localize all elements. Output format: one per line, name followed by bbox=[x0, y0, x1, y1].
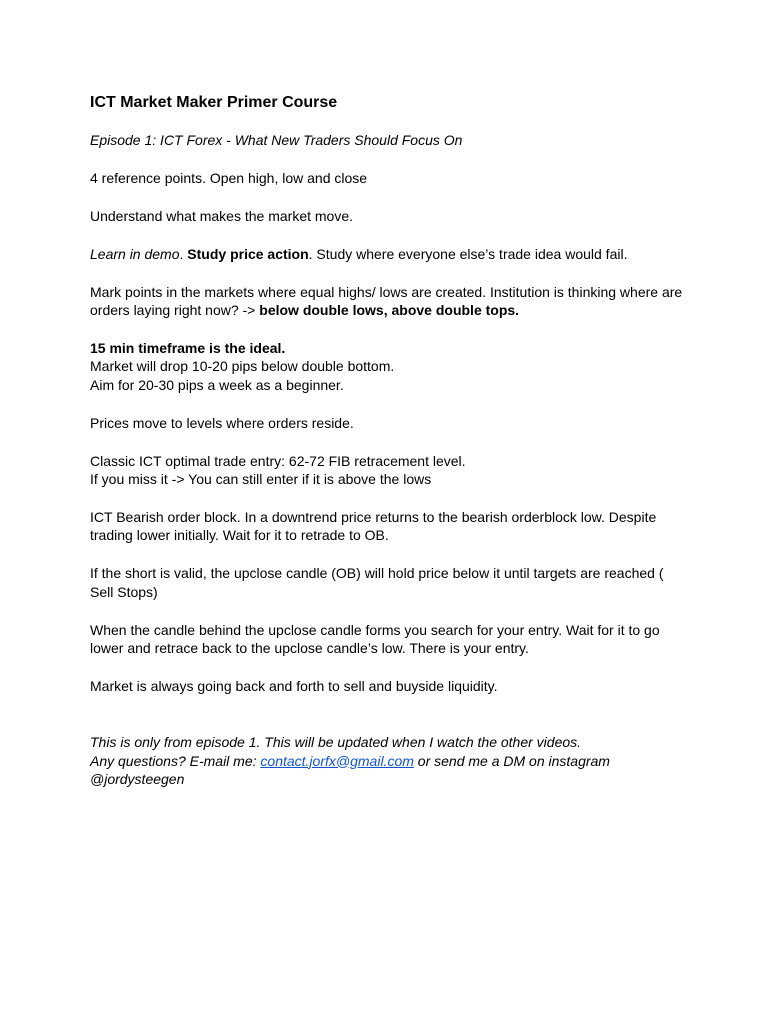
paragraph-market-move: Understand what makes the market move. bbox=[90, 207, 354, 224]
market-drop-text: Market will drop 10-20 pips below double bottom. bbox=[90, 358, 395, 375]
footer-episode-note: This is only from episode 1. This will be updated when I watch the other videos. bbox=[90, 734, 582, 751]
learn-demo-text: Learn in demo bbox=[90, 245, 180, 262]
learn-demo-separator: . bbox=[179, 245, 188, 262]
document-body bbox=[90, 93, 690, 808]
double-lows-tops-text: below double lows, above double tops. bbox=[259, 302, 520, 319]
paragraph-liquidity: Market is always going back and forth to sell and buyside liquidity. bbox=[90, 677, 498, 694]
paragraph-optimal-entry bbox=[90, 452, 690, 489]
document-title: ICT Market Maker Primer Course bbox=[90, 94, 338, 111]
paragraph-mark-points bbox=[90, 283, 690, 320]
paragraph-reference-points: 4 reference points. Open high, low and close bbox=[90, 169, 368, 186]
mark-points-text: Mark points in the markets where equal highs/ lows are created. Institution is thinking where are orders laying right now? -> bbox=[90, 283, 683, 319]
paragraph-candle-entry: When the candle behind the upclose candle forms you search for your entry. Wait for it to go lower and retrace back to the upclose candle’s low. There is your entry. bbox=[90, 621, 660, 656]
miss-entry-text: If you miss it -> You can still enter if it is above the lows bbox=[90, 470, 432, 487]
paragraph-bearish-order-block: ICT Bearish order block. In a downtrend price returns to the bearish orderblock low. Despite trading lower initially. Wait for it to retrade to OB. bbox=[90, 508, 657, 544]
optimal-entry-text: Classic ICT optimal trade entry: 62-72 FIB retracement level. bbox=[90, 452, 466, 469]
paragraph-prices-move: Prices move to levels where orders reside. bbox=[90, 414, 354, 431]
study-price-action-text: Study price action bbox=[187, 245, 309, 262]
instagram-handle: @jordysteegen bbox=[90, 771, 185, 788]
trade-idea-fail-text: . Study where everyone else’s trade idea would fail. bbox=[308, 245, 628, 262]
paragraph-timeframe bbox=[90, 339, 690, 394]
footer-questions-text: Any questions? E-mail me: bbox=[90, 752, 261, 769]
email-link[interactable]: contact.jorfx@gmail.com bbox=[260, 752, 414, 769]
timeframe-ideal-text: 15 min timeframe is the ideal. bbox=[90, 339, 286, 356]
paragraph-learn-demo bbox=[90, 245, 690, 263]
paragraph-short-valid: If the short is valid, the upclose candle (OB) will hold price below it until targets are reached ( Sell Stops) bbox=[90, 565, 664, 600]
episode-heading: Episode 1: ICT Forex - What New Traders Should Focus On bbox=[90, 132, 463, 148]
footer-note bbox=[90, 733, 690, 788]
footer-dm-text: or send me a DM on instagram bbox=[413, 752, 610, 769]
aim-pips-text: Aim for 20-30 pips a week as a beginner. bbox=[90, 376, 344, 393]
footer-contact-line bbox=[90, 752, 690, 770]
